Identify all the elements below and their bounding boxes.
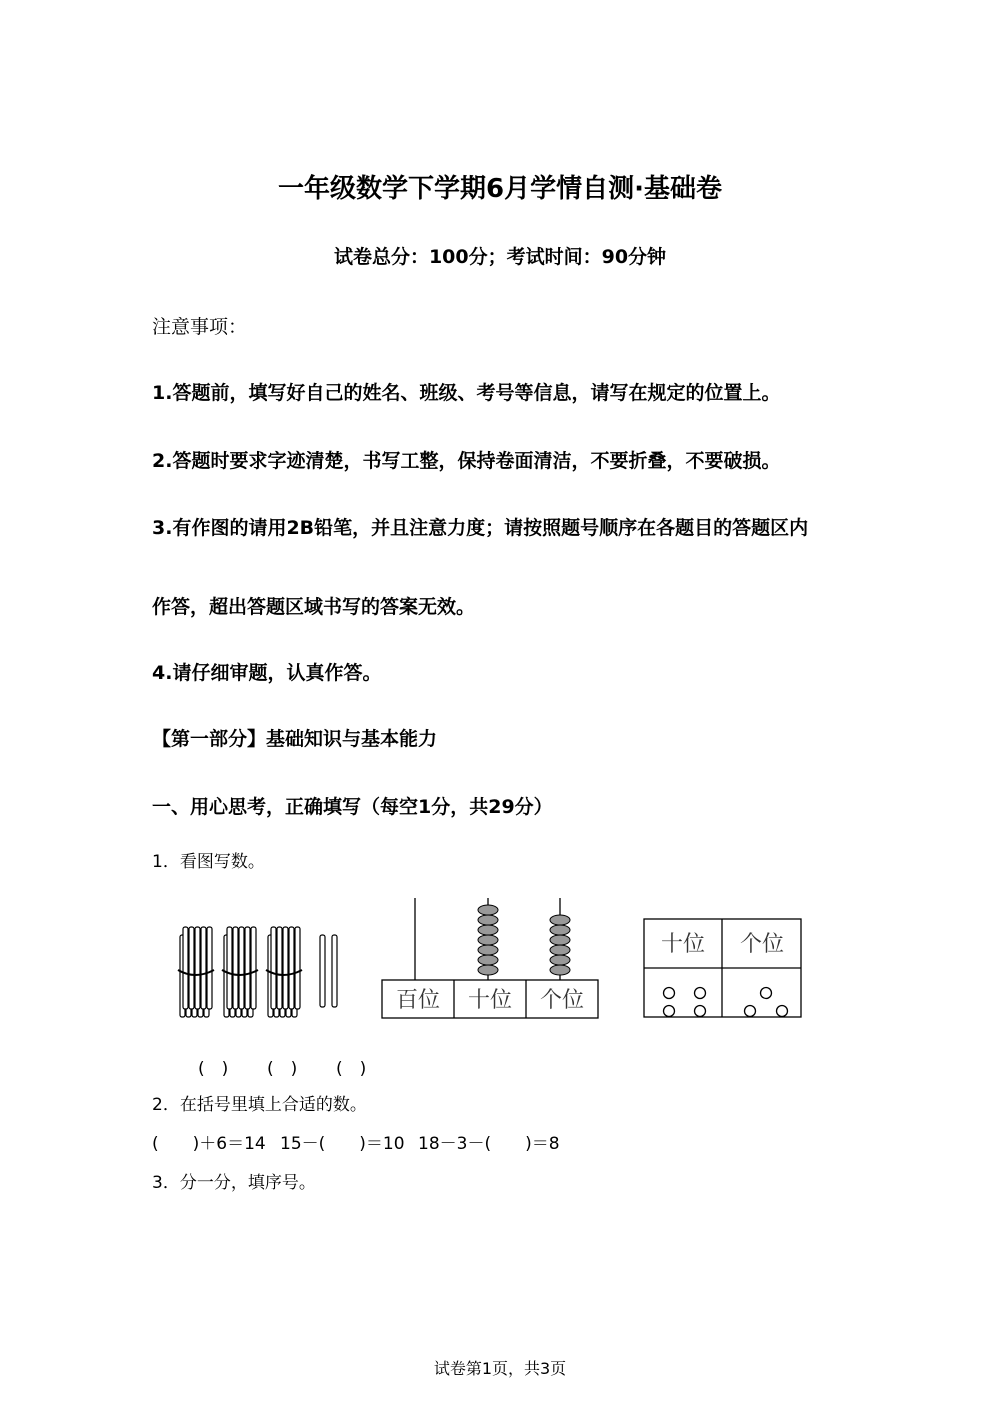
place-value-table [644, 919, 801, 1017]
note-item: 3.有作图的请用2B铅笔，并且注意力度；请按照题号顺序在各题目的答题区内 [152, 517, 809, 539]
notes-heading: 注意事项： [152, 316, 248, 338]
equation[interactable]: ( )＋6＝14 [152, 1134, 266, 1154]
table-header-tens: 十位 [660, 932, 706, 957]
abacus-label-hundreds: 百位 [395, 988, 441, 1013]
abacus-figure [382, 898, 598, 1018]
single-stick [332, 935, 337, 1007]
table-header-ones: 个位 [739, 932, 785, 957]
section-heading: 一、用心思考，正确填写（每空1分，共29分） [152, 796, 553, 818]
page-title: 一年级数学下学期6月学情自测·基础卷 [278, 174, 722, 204]
question-1-figures [170, 890, 830, 1030]
note-item-continued: 作答，超出答题区域书写的答案无效。 [152, 596, 476, 618]
note-item: 1.答题前，填写好自己的姓名、班级、考号等信息，请写在规定的位置上。 [152, 382, 781, 404]
question-3: 3．分一分，填序号。 [152, 1173, 316, 1193]
answer-blank[interactable]: ( ) [267, 1059, 298, 1079]
answer-blank[interactable]: ( ) [198, 1059, 229, 1079]
exam-info: 试卷总分：100分；考试时间：90分钟 [333, 246, 667, 268]
stick-bundle [222, 927, 258, 1017]
abacus-label-ones: 个位 [539, 988, 585, 1013]
abacus-label-tens: 十位 [467, 988, 513, 1013]
single-stick [320, 935, 325, 1007]
question-1: 1．看图写数。 [152, 852, 265, 872]
note-item: 4.请仔细审题，认真作答。 [152, 662, 382, 684]
abacus-beads-tens [478, 905, 498, 975]
part-heading: 【第一部分】基础知识与基本能力 [152, 728, 438, 750]
equation[interactable]: 15－( )＝10 [280, 1134, 405, 1154]
abacus-beads-ones [550, 915, 570, 975]
stick-bundles-figure [178, 927, 337, 1017]
question-2: 2．在括号里填上合适的数。 [152, 1095, 367, 1115]
answer-blank[interactable]: ( ) [336, 1059, 367, 1079]
note-item: 2.答题时要求字迹清楚，书写工整，保持卷面清洁，不要折叠，不要破损。 [152, 450, 781, 472]
page-footer: 试卷第1页，共3页 [433, 1359, 567, 1378]
stick-bundle [178, 927, 214, 1017]
stick-bundle [266, 927, 302, 1017]
equation[interactable]: 18－3－( )＝8 [418, 1134, 560, 1154]
